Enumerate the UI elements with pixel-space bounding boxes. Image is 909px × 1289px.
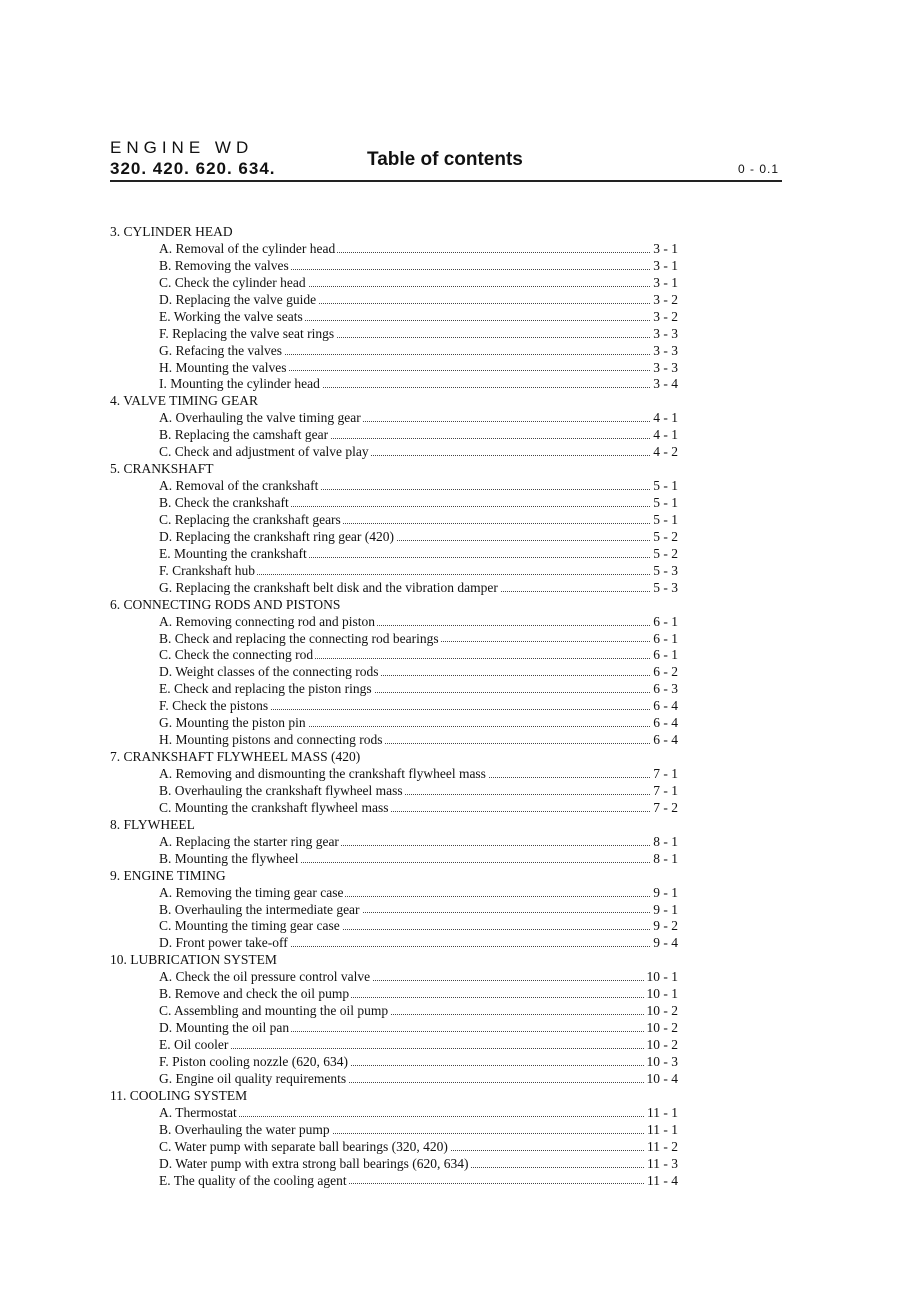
engine-label: ENGINE WD — [110, 138, 254, 157]
toc-entry-label: A. Removing and dismounting the crankshaft flywheel mass — [159, 766, 486, 781]
toc-entry-page: 4 - 1 — [653, 427, 678, 443]
toc-entry — [159, 986, 678, 1003]
toc-entry — [159, 1172, 678, 1190]
toc-entry-label: B. Overhauling the water pump — [159, 1121, 330, 1137]
toc-entry-page: 9 - 1 — [653, 884, 678, 900]
toc-entry-label: B. Overhauling the intermediate gear — [159, 901, 360, 917]
toc-section-title: 3. CYLINDER HEAD — [110, 224, 233, 239]
toc-entry — [159, 1121, 678, 1139]
toc-entry-page: 3 - 1 — [653, 240, 678, 256]
toc-entry-label: A. Removal of the crankshaft — [159, 478, 319, 494]
toc-entry — [159, 545, 678, 563]
toc-entry-page: 7 - 1 — [653, 782, 678, 798]
toc-entry — [159, 884, 678, 902]
toc-entry-page: 5 - 2 — [653, 545, 678, 561]
toc-entry-page: 10 - 1 — [646, 986, 678, 1002]
toc-entry — [159, 918, 678, 935]
toc-entry — [159, 291, 678, 309]
toc-entry-label: D. Replacing the crankshaft ring gear (420) — [159, 528, 395, 544]
toc-entry — [159, 1020, 678, 1037]
engine-models: 320. 420. 620. 634. — [110, 159, 276, 178]
toc-entry-label: A. Replacing the starter ring gear — [159, 833, 339, 849]
toc-entry-label: C. Water pump with separate ball bearings (320, 420) — [159, 1138, 448, 1154]
toc-entry — [159, 1070, 678, 1088]
toc-entry — [159, 901, 678, 919]
toc-entry-label: A. Removing connecting rod and piston — [159, 613, 375, 629]
toc-entry — [159, 1138, 678, 1156]
toc-entry-page: 5 - 2 — [653, 528, 678, 544]
toc-entry-label: B. Replacing the camshaft gear — [159, 427, 329, 443]
toc-section-title: 9. ENGINE TIMING — [110, 867, 226, 883]
toc-entry-page: 5 - 3 — [653, 562, 678, 578]
toc-entry-page: 6 - 1 — [653, 647, 678, 663]
toc-entry-label: B. Check the crankshaft — [159, 495, 289, 510]
toc-entry-label: G. Refacing the valves — [159, 342, 282, 358]
toc-entry — [159, 833, 678, 851]
toc-entry — [159, 715, 678, 732]
toc-entry-page: 3 - 2 — [653, 308, 678, 324]
toc-entry-label: E. The quality of the cooling agent — [159, 1172, 347, 1188]
toc-entry — [159, 1003, 678, 1020]
toc-entry — [159, 240, 678, 258]
toc-entry — [159, 698, 678, 715]
toc-entry-page: 3 - 1 — [653, 257, 678, 273]
toc-section-title: 8. FLYWHEEL — [110, 816, 195, 832]
toc-entry-page: 9 - 4 — [653, 935, 678, 951]
toc-entry — [159, 799, 678, 817]
toc-entry-label: B. Removing the valves — [159, 257, 289, 273]
toc-entry — [159, 359, 678, 377]
toc-entry-page: 6 - 1 — [653, 630, 678, 646]
toc-entry-label: D. Front power take-off — [159, 935, 288, 951]
toc-entry-page: 11 - 3 — [647, 1155, 678, 1171]
toc-entry — [159, 478, 678, 495]
toc-entry-page: 3 - 3 — [653, 342, 678, 358]
toc-entry — [159, 1053, 678, 1071]
toc-entry — [159, 732, 678, 749]
toc-entry — [159, 376, 678, 393]
toc-entry-label: E. Mounting the crankshaft — [159, 545, 307, 561]
document-header — [110, 138, 350, 180]
toc-entry — [159, 647, 678, 664]
toc-entry-label: B. Mounting the flywheel — [159, 850, 299, 866]
toc-entry-label: F. Replacing the valve seat rings — [159, 325, 335, 341]
toc-entry — [159, 850, 678, 868]
toc-entry — [159, 511, 678, 529]
toc-entry — [159, 1155, 678, 1173]
toc-entry — [159, 528, 678, 546]
toc-entry — [159, 579, 678, 597]
toc-entry — [159, 613, 678, 631]
toc-entry-page: 10 - 2 — [646, 1020, 678, 1036]
toc-entry-label: A. Removal of the cylinder head — [159, 240, 336, 256]
toc-entry-page: 10 - 2 — [646, 1037, 678, 1052]
toc-entry-page: 3 - 1 — [653, 274, 678, 290]
toc-entry-label: D. Mounting the oil pan — [159, 1020, 290, 1036]
toc-entry — [159, 308, 678, 326]
toc-entry — [159, 562, 678, 580]
toc-section-title: 4. VALVE TIMING GEAR — [110, 393, 259, 409]
toc-entry-label: H. Mounting the valves — [159, 359, 287, 375]
toc-entry-label: E. Check and replacing the piston rings — [159, 681, 372, 697]
toc-entry-page: 8 - 1 — [653, 833, 678, 849]
toc-entry-label: D. Replacing the valve guide — [159, 291, 317, 307]
toc-entry-label: C. Replacing the crankshaft gears — [159, 511, 341, 527]
toc-section-title: 7. CRANKSHAFT FLYWHEEL MASS (420) — [110, 749, 361, 765]
toc-section-title: 10. LUBRICATION SYSTEM — [110, 952, 277, 968]
toc-entry-label: E. Working the valve seats — [159, 308, 303, 324]
toc-entry — [159, 1037, 678, 1054]
toc-entry — [159, 766, 678, 783]
toc-entry — [159, 782, 678, 800]
table-of-contents — [110, 224, 678, 1189]
dot-leader — [159, 1048, 650, 1049]
toc-entry-page: 7 - 2 — [653, 799, 678, 815]
page-number: 0 - 0.1 — [738, 162, 780, 176]
toc-entry-label: C. Check and adjustment of valve play — [159, 444, 369, 460]
toc-entry — [159, 935, 678, 952]
toc-entry-label: C. Mounting the timing gear case — [159, 918, 340, 934]
toc-section-title: 6. CONNECTING RODS AND PISTONS — [110, 596, 341, 612]
toc-entry — [159, 410, 678, 427]
toc-entry-page: 3 - 3 — [653, 325, 678, 341]
toc-entry — [159, 681, 678, 698]
toc-entry-label: A. Overhauling the valve timing gear — [159, 410, 361, 426]
toc-entry-page: 9 - 2 — [653, 918, 678, 934]
toc-entry-label: D. Weight classes of the connecting rods — [159, 664, 379, 680]
toc-section-title: 5. CRANKSHAFT — [110, 461, 214, 477]
toc-entry-page: 9 - 1 — [653, 901, 678, 917]
toc-entry-label: G. Replacing the crankshaft belt disk and the vibration damper — [159, 579, 498, 595]
toc-entry-label: F. Crankshaft hub — [159, 562, 256, 578]
toc-entry-label: C. Mounting the crankshaft flywheel mass — [159, 799, 389, 815]
header-divider — [110, 180, 782, 182]
toc-entry-page: 6 - 3 — [653, 681, 678, 697]
toc-entry-label: F. Piston cooling nozzle (620, 634) — [159, 1053, 349, 1069]
toc-entry-label: G. Mounting the piston pin — [159, 715, 306, 731]
toc-entry-page: 5 - 1 — [653, 495, 678, 510]
toc-entry-page: 11 - 1 — [647, 1121, 678, 1137]
toc-entry-page: 3 - 4 — [653, 376, 678, 392]
toc-entry-label: H. Mounting pistons and connecting rods — [159, 732, 383, 748]
toc-entry-page: 4 - 1 — [653, 410, 678, 426]
toc-entry-label: F. Check the pistons — [159, 698, 269, 714]
toc-entry — [159, 325, 678, 343]
toc-entry — [159, 274, 678, 292]
toc-entry-page: 10 - 4 — [646, 1070, 678, 1086]
toc-entry-label: G. Engine oil quality requirements — [159, 1070, 347, 1086]
toc-entry-page: 10 - 1 — [646, 969, 678, 985]
toc-entry-page: 6 - 4 — [653, 698, 678, 714]
toc-entry-label: A. Check the oil pressure control valve — [159, 969, 371, 985]
toc-entry-page: 4 - 2 — [653, 444, 678, 460]
toc-entry-label: B. Check and replacing the connecting rod bearings — [159, 630, 439, 646]
toc-entry — [159, 664, 678, 681]
toc-entry-page: 5 - 1 — [653, 511, 678, 527]
toc-entry — [159, 1104, 678, 1122]
toc-entry-label: C. Assembling and mounting the oil pump — [159, 1003, 389, 1019]
toc-entry-label: B. Remove and check the oil pump — [159, 986, 350, 1002]
toc-entry — [159, 630, 678, 648]
toc-entry-page: 5 - 1 — [653, 478, 678, 494]
toc-entry-label: A. Removing the timing gear case — [159, 884, 344, 900]
toc-section-title: 11. COOLING SYSTEM — [110, 1087, 248, 1103]
toc-entry-page: 6 - 4 — [653, 715, 678, 731]
toc-entry-label: C. Check the connecting rod — [159, 647, 314, 663]
toc-entry — [159, 444, 678, 461]
toc-entry — [159, 969, 678, 986]
toc-entry-page: 6 - 2 — [653, 664, 678, 680]
toc-entry — [159, 257, 678, 275]
toc-entry-page: 7 - 1 — [653, 766, 678, 781]
toc-entry — [159, 495, 678, 512]
toc-entry-page: 5 - 3 — [653, 579, 678, 595]
toc-entry-page: 8 - 1 — [653, 850, 678, 866]
toc-entry-label: E. Oil cooler — [159, 1037, 229, 1052]
toc-entry-page: 6 - 4 — [653, 732, 678, 748]
page-title: Table of contents — [367, 149, 523, 170]
toc-entry-page: 10 - 2 — [646, 1003, 678, 1019]
toc-entry — [159, 427, 678, 444]
toc-entry-label: B. Overhauling the crankshaft flywheel mass — [159, 782, 403, 798]
toc-entry-label: C. Check the cylinder head — [159, 274, 306, 290]
toc-entry-page: 3 - 3 — [653, 359, 678, 375]
toc-entry-label: A. Thermostat — [159, 1104, 237, 1120]
toc-entry-label: I. Mounting the cylinder head — [159, 376, 320, 392]
toc-entry-label: D. Water pump with extra strong ball bearings (620, 634) — [159, 1155, 469, 1171]
toc-entry-page: 11 - 1 — [647, 1104, 678, 1120]
toc-entry-page: 10 - 3 — [646, 1053, 678, 1069]
toc-entry-page: 3 - 2 — [653, 291, 678, 307]
toc-entry — [159, 342, 678, 360]
toc-entry-page: 11 - 2 — [647, 1138, 678, 1154]
toc-entry-page: 6 - 1 — [653, 613, 678, 629]
toc-entry-page: 11 - 4 — [647, 1172, 678, 1188]
